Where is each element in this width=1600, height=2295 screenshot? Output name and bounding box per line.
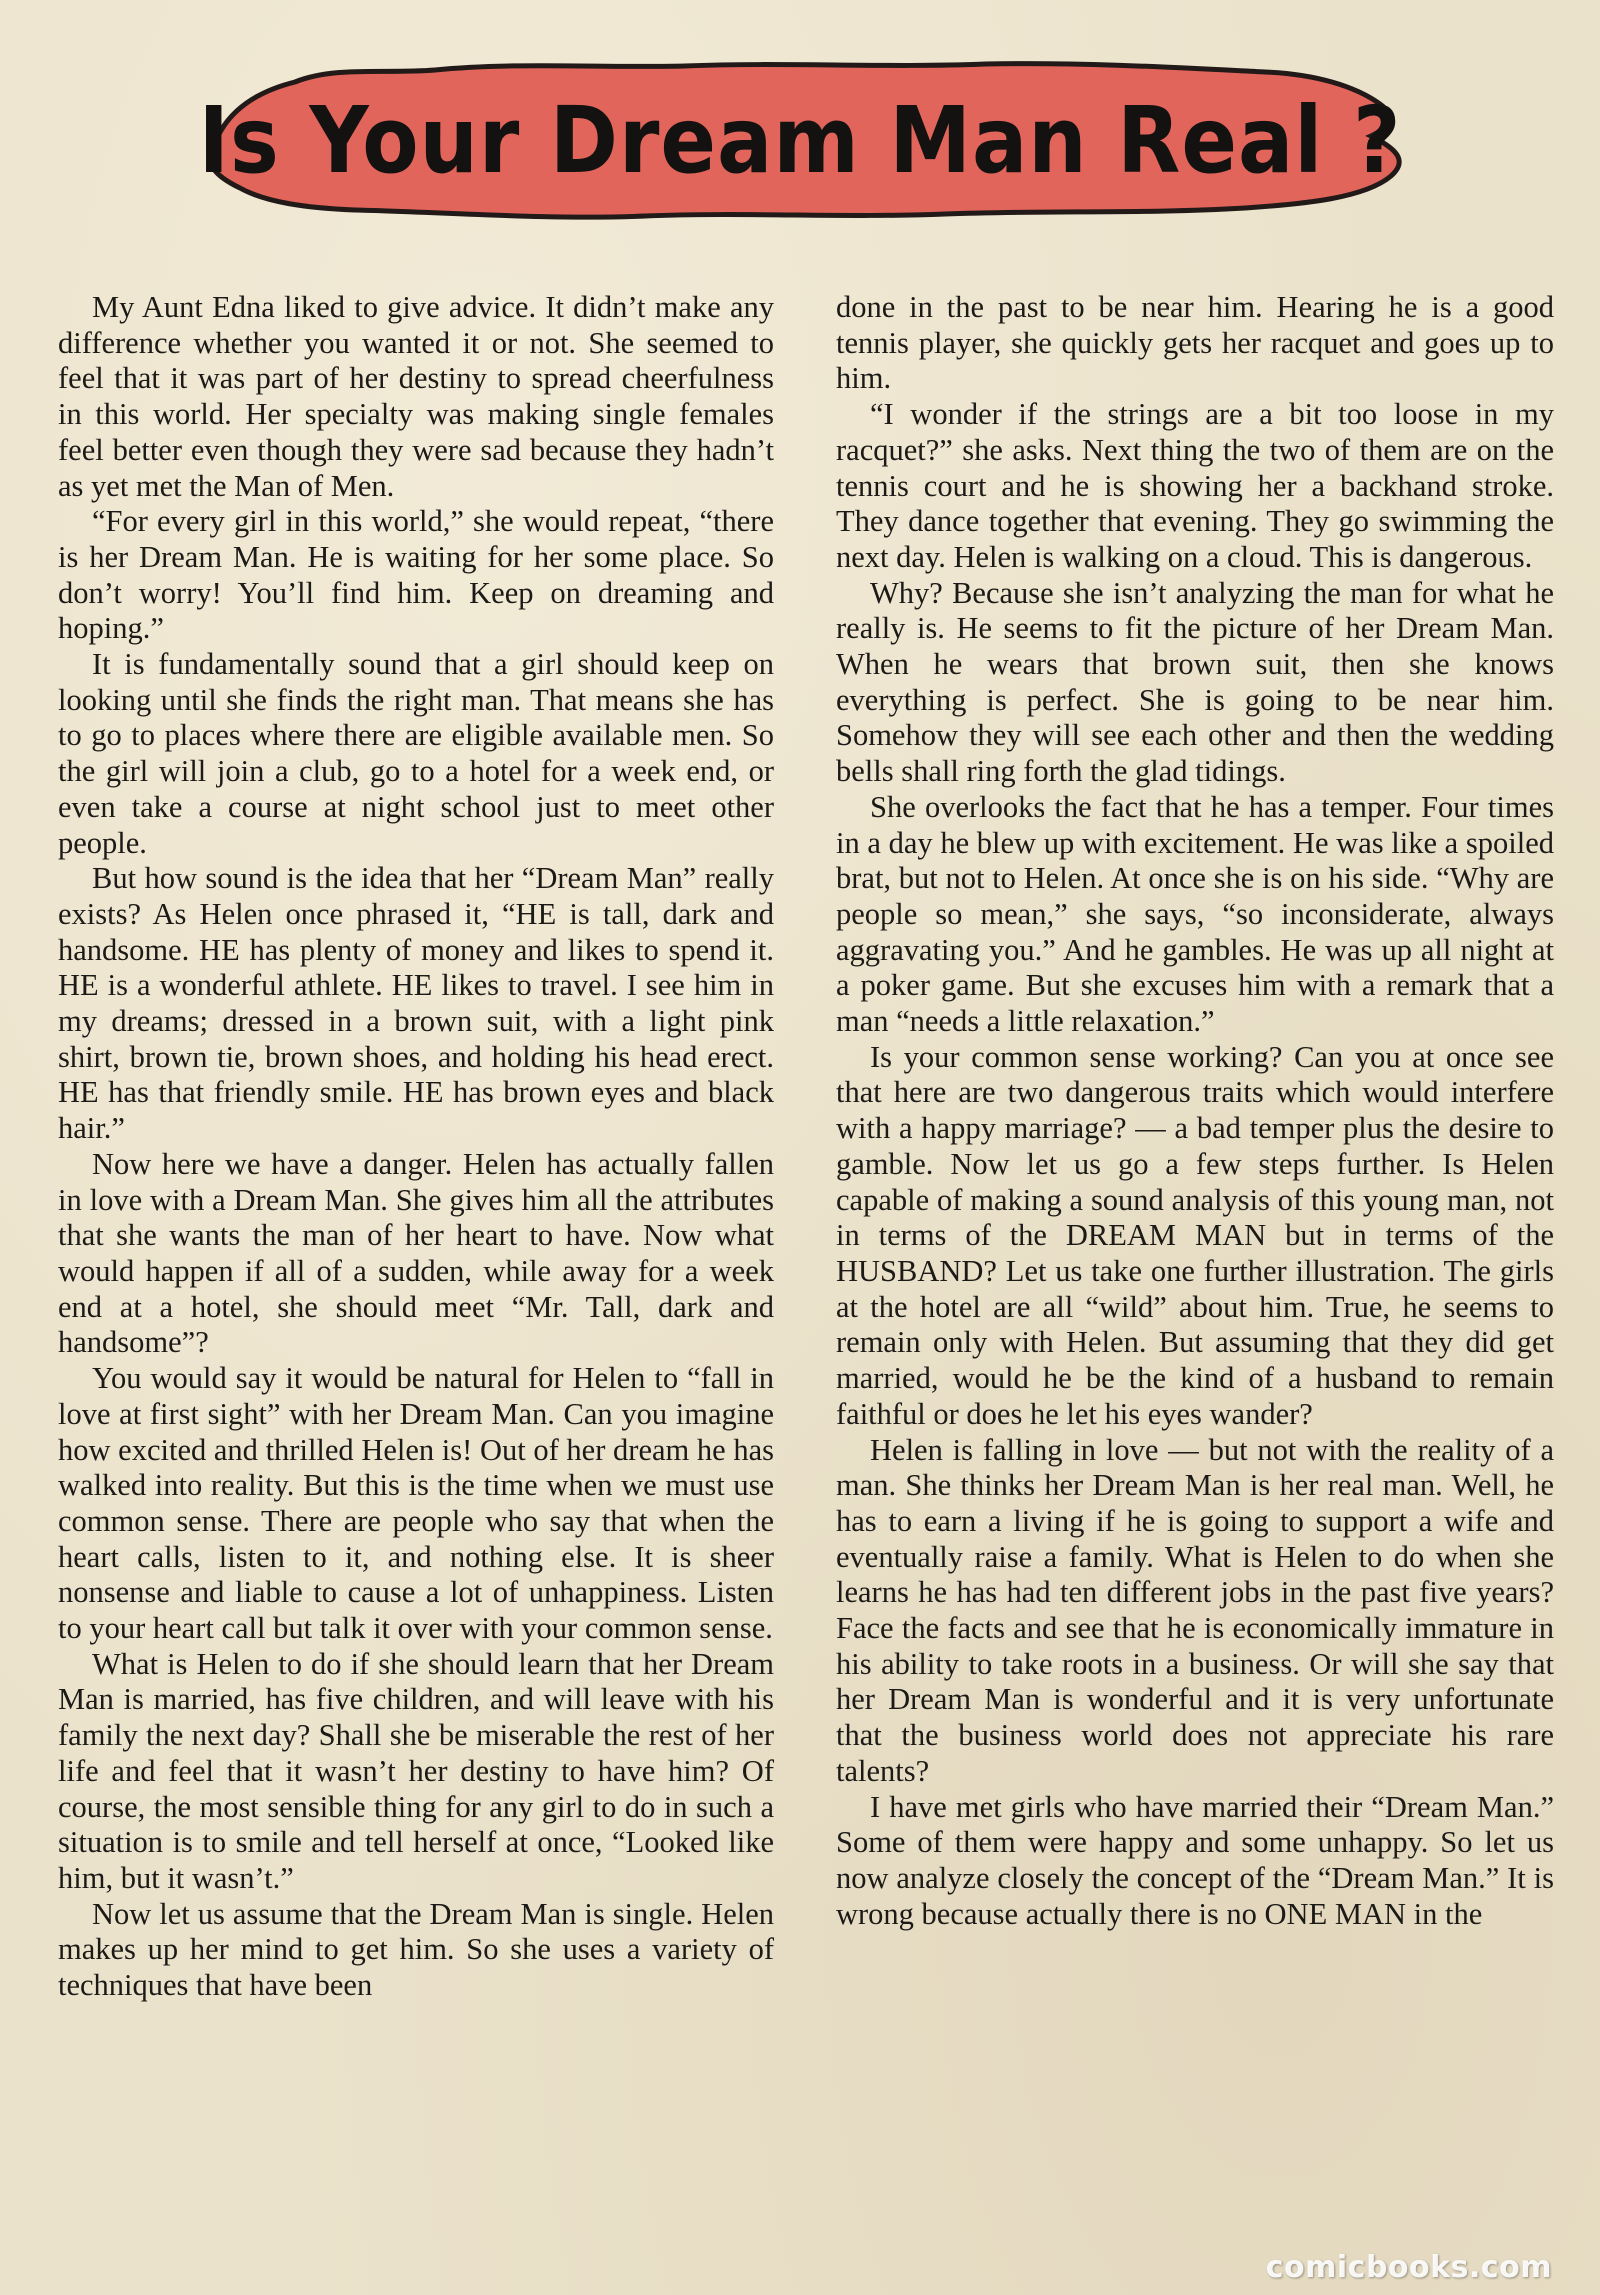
paragraph: Why? Because she isn’t analyzing the man for what he really is. He seems to fit the picture of her Dream Man. When he wears that brown suit, then she knows everything is perfect. She is going to be near him. Somehow they will see each other and then the wedding bells shall ring forth the glad tidings. <box>836 575 1554 789</box>
paragraph: Helen is falling in love — but not with the reality of a man. She thinks her Dream Man is her real man. Well, he has to earn a living if he is going to support a wife and eventually raise a family. What is Helen to do when she learns he has had ten different jobs in the past five years? Face the facts and see that he is economically immature in his ability to take roots in a business. Or will she say that her Dream Man is wonderful and it is very unfortunate that the business world does not appreciate his rare talents? <box>836 1432 1554 1788</box>
page-title: Is Your Dream Man Real ? <box>198 88 1402 195</box>
paragraph: What is Helen to do if she should learn that her Dream Man is married, has five children, and will leave with his family the next day? Shall she be miserable the rest of her life and feel that it wasn’t her destiny to have him? Of course, the most sensible thing for any girl to do in such a situation is to smile and tell herself at once, “Looked like him, but it wasn’t.” <box>58 1646 774 1895</box>
watermark: comicbooks.com <box>1265 2250 1552 2285</box>
paragraph: I have met girls who have married their “Dream Man.” Some of them were happy and some unhappy. So let us now analyze closely the concept of the “Dream Man.” It is wrong because actually there is no ONE MAN in the <box>836 1789 1554 1931</box>
paragraph: Now here we have a danger. Helen has actually fallen in love with a Dream Man. She gives him all the attributes that she wants the man of her heart to have. Now what would happen if all of a sudden, while away for a week end at a hotel, she should meet “Mr. Tall, dark and handsome”? <box>58 1146 774 1360</box>
paragraph: Is your common sense working? Can you at once see that here are two dangerous traits which would interfere with a happy marriage? — a bad temper plus the desire to gamble. Now let us go a few steps further. Is Helen capable of making a sound analysis of this young man, not in terms of the DREAM MAN but in terms of the HUSBAND? Let us take one further illustration. The girls at the hotel are all “wild” about him. True, he seems to remain only with Helen. But assuming that they did get married, would he be the kind of a husband to remain faithful or does he let his eyes wander? <box>836 1039 1554 1431</box>
paragraph: done in the past to be near him. Hearing he is a good tennis player, she quickly gets her racquet and goes up to him. <box>836 290 1554 396</box>
title-banner <box>185 52 1415 232</box>
paragraph: “For every girl in this world,” she would repeat, “there is her Dream Man. He is waiting for her some place. So don’t worry! You’ll find him. Keep on dreaming and hoping.” <box>58 504 774 646</box>
paragraph: “I wonder if the strings are a bit too loose in my racquet?” she asks. Next thing the two of them are on the tennis court and he is showing her a backhand stroke. They dance together that evening. They go swimming the next day. Helen is walking on a cloud. This is dangerous. <box>836 397 1554 574</box>
paragraph: It is fundamentally sound that a girl should keep on looking until she finds the right man. That means she has to go to places where there are eligible available men. So the girl will join a club, go to a hotel for a week end, or even take a course at night school just to meet other people. <box>58 647 774 860</box>
paragraph: She overlooks the fact that he has a temper. Four times in a day he blew up with excitement. He was like a spoiled brat, but not to Helen. At once she is on his side. “Why are people so mean,” she says, “so inconsiderate, always aggravating you.” And he gambles. He was up all night at a poker game. But she excuses him with a remark that a man “needs a little relaxation.” <box>836 789 1554 1039</box>
paragraph: My Aunt Edna liked to give advice. It didn’t make any difference whether you wanted it or not. She seemed to feel that it was part of her destiny to spread cheerfulness in this world. Her specialty was making single females feel better even though they were sad because they hadn’t as yet met the Man of Men. <box>58 290 774 503</box>
paragraph: You would say it would be natural for Helen to “fall in love at first sight” with her Dream Man. Can you imagine how excited and thrilled Helen is! Out of her dream he has walked into reality. But this is the time when we must use common sense. There are people who say that when the heart calls, listen to it, and nothing else. It is sheer nonsense and liable to cause a lot of unhappiness. Listen to your heart call but talk it over with your common sense. <box>58 1361 774 1646</box>
right-column <box>836 290 1554 1932</box>
paragraph: But how sound is the idea that her “Dream Man” really exists? As Helen once phrased it, “HE is tall, dark and handsome. HE has plenty of money and likes to spend it. HE is a wonderful athlete. HE likes to travel. I see him in my dreams; dressed in a brown suit, with a light pink shirt, brown tie, brown shoes, and holding his head erect. HE has that friendly smile. HE has brown eyes and black hair.” <box>58 861 774 1146</box>
left-column <box>58 290 774 2004</box>
paragraph: Now let us assume that the Dream Man is single. Helen makes up her mind to get him. So she uses a variety of techniques that have been <box>58 1896 774 2003</box>
